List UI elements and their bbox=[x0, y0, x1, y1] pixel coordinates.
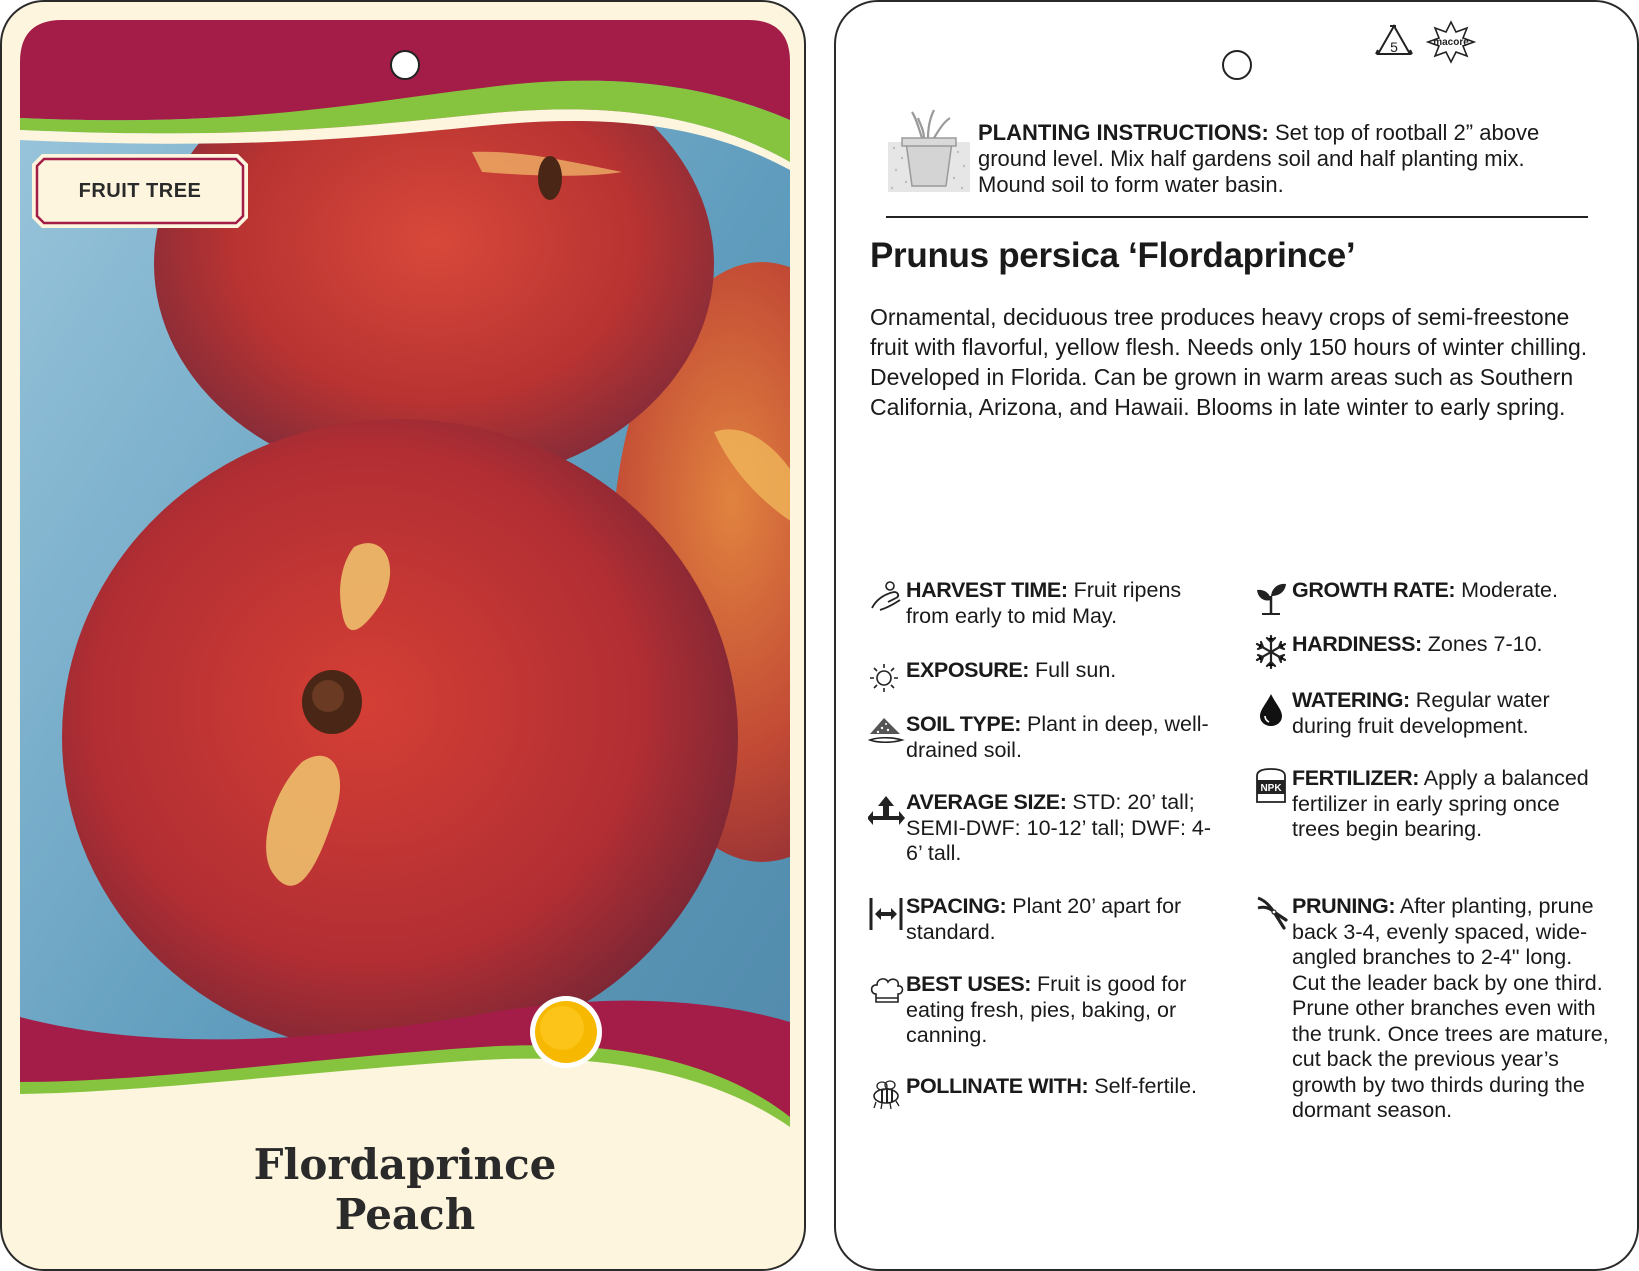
exposure-label: EXPOSURE: bbox=[906, 658, 1030, 682]
growth-rate-text: Moderate. bbox=[1455, 578, 1558, 602]
spacing-arrows-icon bbox=[868, 894, 906, 934]
harvest-time-text: Fruit ripens from early to mid May. bbox=[906, 578, 1182, 628]
height-arrows-icon bbox=[868, 790, 906, 830]
water-drop-icon bbox=[1254, 688, 1292, 728]
planting-label: PLANTING INSTRUCTIONS: bbox=[978, 120, 1269, 145]
soil-type-label: SOIL TYPE: bbox=[906, 712, 1022, 736]
exposure-text: Full sun. bbox=[1029, 658, 1117, 682]
average-size-label: AVERAGE SIZE: bbox=[906, 790, 1067, 814]
full-sun-dot-icon bbox=[528, 994, 604, 1070]
planting-instructions bbox=[978, 120, 1578, 198]
pollinate-with-text: Self-fertile. bbox=[1088, 1074, 1198, 1098]
watering-text: Regular water during fruit development. bbox=[1292, 688, 1550, 738]
snowflake-icon bbox=[1254, 632, 1292, 672]
front-card bbox=[0, 0, 806, 1271]
hang-hole bbox=[1222, 50, 1252, 80]
spacing-label: SPACING: bbox=[906, 894, 1007, 918]
soil-icon bbox=[868, 712, 906, 752]
fertilizer-label: FERTILIZER: bbox=[1292, 766, 1419, 790]
fertilizer-icon-text: NPK bbox=[1260, 783, 1282, 794]
fertilizer-text: Apply a balanced fertilizer in early spring once trees begin bearing. bbox=[1292, 766, 1589, 841]
recycle-icon bbox=[1372, 20, 1416, 66]
average-size-text: STD: 20’ tall; SEMI-DWF: 10-12’ tall; DWF: 4-6’ tall. bbox=[906, 790, 1212, 865]
divider bbox=[886, 216, 1588, 218]
soil-type-text: Plant in deep, well-drained soil. bbox=[906, 712, 1209, 762]
sprout-icon bbox=[1254, 578, 1292, 618]
description: Ornamental, deciduous tree produces heavy crops of semi-freestone fruit with flavorful, yellow flesh. Needs only 150 hours of winter chilling. Developed in Florida. Can be grown in warm areas such as Southern California, Arizona, and Hawaii. Blooms in late winter to early spring. bbox=[870, 304, 1588, 420]
watering-label: WATERING: bbox=[1292, 688, 1410, 712]
best-uses-label: BEST USES: bbox=[906, 972, 1032, 996]
category-label: FRUIT TREE bbox=[78, 179, 202, 202]
hardiness-label: HARDINESS: bbox=[1292, 632, 1422, 656]
harvest-hand-icon bbox=[868, 578, 906, 618]
common-name-line2: Peach bbox=[334, 1190, 476, 1239]
planting-pot-icon bbox=[888, 108, 970, 196]
logos bbox=[1372, 20, 1482, 66]
recycle-number: 5 bbox=[1390, 39, 1398, 55]
chef-hat-icon bbox=[868, 972, 906, 1012]
pruning-label: PRUNING: bbox=[1292, 894, 1396, 918]
hang-hole bbox=[390, 50, 420, 80]
hardiness-text: Zones 7-10. bbox=[1421, 632, 1543, 656]
spacing-text: Plant 20’ apart for standard. bbox=[906, 894, 1182, 944]
pollinate-with-label: POLLINATE WITH: bbox=[906, 1074, 1089, 1098]
category-badge bbox=[32, 154, 248, 228]
planting-text: Set top of rootball 2” above ground level. Mix half gardens soil and half planting mix. Mound soil to form water basin. bbox=[978, 120, 1540, 197]
macore-logo-icon bbox=[1420, 20, 1482, 66]
pruning-shears-icon bbox=[1254, 894, 1292, 934]
harvest-time-label: HARVEST TIME: bbox=[906, 578, 1068, 602]
pruning-text: After planting, prune back 3-4, evenly spaced, wide-angled branches to 2-4" long. Cut the leader back by one third. Prune other branches even with the trunk. Once trees are mature, cut back the previous year’s growth by two thirds during the dormant season. bbox=[1292, 894, 1609, 1122]
bee-icon bbox=[868, 1074, 906, 1114]
macore-brand: macore bbox=[1433, 37, 1469, 48]
common-name-line1: Flordaprince bbox=[253, 1140, 557, 1189]
botanical-name: Prunus persica ‘Flordaprince’ bbox=[870, 236, 1356, 275]
sun-icon bbox=[868, 658, 906, 698]
fertilizer-bag-icon bbox=[1254, 766, 1292, 806]
growth-rate-label: GROWTH RATE: bbox=[1292, 578, 1456, 602]
best-uses-text: Fruit is good for eating fresh, pies, baking, or canning. bbox=[906, 972, 1187, 1047]
back-card bbox=[834, 0, 1639, 1271]
